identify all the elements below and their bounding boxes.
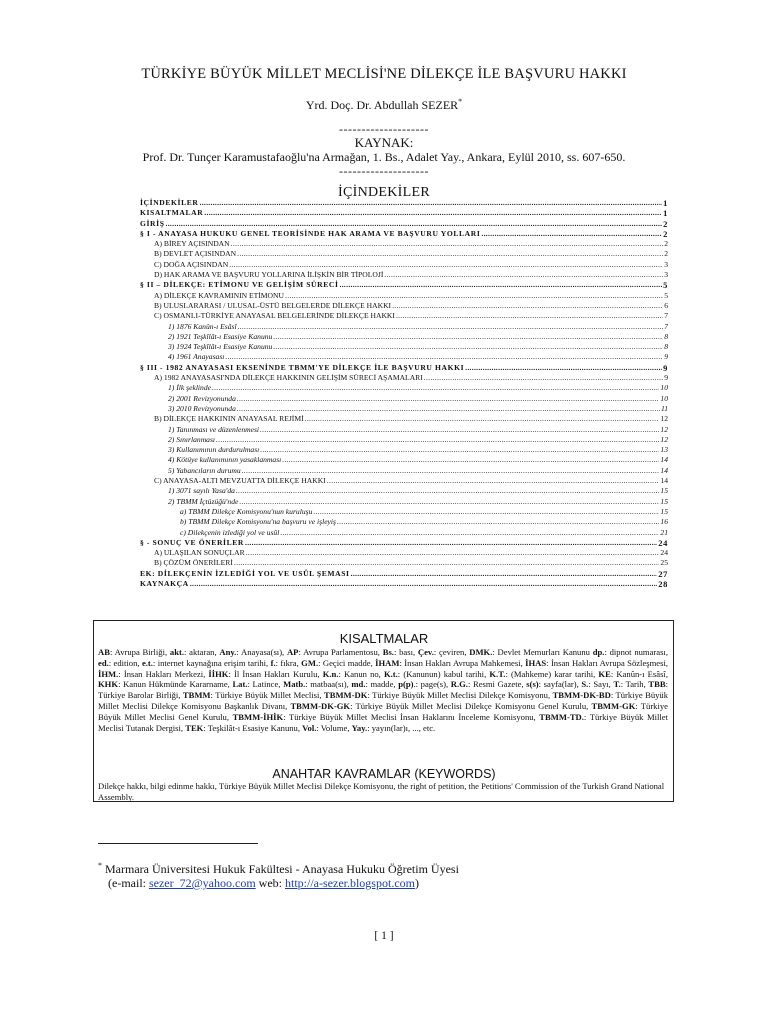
toc-entry-page: 2 <box>664 239 668 249</box>
abbr-value: : Türkiye Barolar Birliği, <box>98 679 668 701</box>
source-label: KAYNAK: <box>354 135 414 150</box>
abbr-value: : Kanûn-ı Esâsî, <box>610 668 668 679</box>
abbr-key: TBMM-GK <box>591 700 636 711</box>
toc-dot-leader <box>239 497 659 507</box>
abbr-value: : İnsan Hakları Avrupa Sözleşmesi, <box>546 657 668 668</box>
toc-dot-leader <box>351 569 658 579</box>
toc-entry-title: 2) TBMM İçtüzüğü'nde <box>168 496 239 506</box>
toc-dot-leader <box>242 466 660 476</box>
footnote-mark: * <box>98 861 102 870</box>
abbr-key: T. <box>613 679 621 690</box>
toc-entry[interactable] <box>140 404 668 414</box>
abbreviations-text <box>98 647 668 733</box>
abbr-value: : sayfa(lar), <box>538 679 582 690</box>
abbr-key: İHAS <box>525 657 547 668</box>
abbr-key: K.n. <box>322 668 339 679</box>
abbr-key: R.G. <box>450 679 468 690</box>
toc-entry-title: 2) 1921 Teşkîlât-ı Esasiye Kanunu <box>168 331 273 341</box>
abbr-value: : çeviren, <box>433 647 470 657</box>
toc-entry[interactable] <box>140 507 668 517</box>
toc-entry[interactable] <box>140 270 668 280</box>
toc-entry[interactable] <box>140 486 668 496</box>
keywords-text: Dilekçe hakkı, bilgi edinme hakkı, Türkiye Büyük Millet Meclisi Dilekçe Komisyonu, the right of petition, the Petitions' Commission of the Turkish Grand National Assembly. <box>98 781 665 802</box>
abbr-key: İHAM <box>375 657 400 668</box>
toc-entry-page: 24 <box>660 548 668 558</box>
toc-entry[interactable] <box>140 455 668 465</box>
abbr-value: : Türkiye Büyük Millet Meclisi İnsan Haklarını İnceleme Komisyonu, <box>283 711 540 722</box>
toc-entry-page: 14 <box>660 465 668 475</box>
toc-entry-title: C) ANAYASA-ALTI MEVZUATTA DİLEKÇE HAKKI <box>154 476 326 486</box>
abbr-key: S. <box>581 679 589 690</box>
toc-dot-leader <box>200 198 663 208</box>
abbr-value: : dipnot numarası, <box>604 647 668 657</box>
toc-entry-title: İÇİNDEKİLER <box>140 198 199 207</box>
toc-entry-title: 3) 2010 Revizyonunda <box>168 403 236 413</box>
contact-suffix: ) <box>414 876 419 890</box>
footnote-contact <box>108 876 419 891</box>
toc-dot-leader <box>282 455 659 465</box>
toc-dot-leader <box>204 208 662 218</box>
toc-entry[interactable] <box>140 435 668 445</box>
toc-entry-page: 8 <box>664 331 668 341</box>
toc-entry[interactable] <box>140 425 668 435</box>
toc-entry[interactable] <box>140 291 668 301</box>
abbr-value: .: page(s), <box>413 679 451 690</box>
toc-entry[interactable] <box>140 466 668 476</box>
toc-entry-title: § - SONUÇ VE ÖNERİLER <box>140 537 245 547</box>
web-link[interactable]: http://a-sezer.blogspot.com <box>285 876 415 890</box>
abbr-value: : Türkiye Büyük Millet Meclisi, <box>210 690 324 701</box>
toc-entry-page: 15 <box>660 496 668 506</box>
toc-entry[interactable] <box>140 280 668 290</box>
keywords-title: ANAHTAR KAVRAMLAR (KEYWORDS) <box>272 767 496 781</box>
contact-mid: web: <box>255 876 285 890</box>
abbr-value: : Türkiye Büyük Millet Meclisi Genel Kurulu, <box>98 700 668 722</box>
toc-dot-leader <box>166 219 663 229</box>
abbr-key: s(s) <box>526 679 539 690</box>
abbr-value: : Kanun no, <box>338 668 384 679</box>
toc-dot-leader <box>327 476 660 486</box>
abbr-value: : bası, <box>393 647 418 657</box>
abbr-key: Lat. <box>232 679 248 690</box>
abbr-value: : Türkiye Büyük Millet Meclisi Dilekçe Komisyonu Genel Kurulu, <box>350 700 592 711</box>
toc-entry-page: 16 <box>660 517 668 527</box>
abbr-key: Matb. <box>283 679 306 690</box>
toc-entry-title: 3) 1924 Teşkîlât-ı Esasiye Kanunu <box>168 342 273 352</box>
toc-entry[interactable] <box>140 394 668 404</box>
toc-entry-page: 12 <box>660 434 668 444</box>
abbr-key: KHK <box>98 679 119 690</box>
abbr-value: : aktaran, <box>184 647 220 657</box>
toc-dot-leader <box>396 311 663 321</box>
toc-entry-page: 14 <box>660 476 668 486</box>
author-name: Yrd. Doç. Dr. Abdullah SEZER <box>305 98 459 112</box>
toc-dot-leader <box>190 579 657 589</box>
abbr-key: Yay. <box>351 722 368 733</box>
abbr-key: İİHK <box>208 668 229 679</box>
abbr-key: akt. <box>169 647 184 657</box>
toc-entry[interactable] <box>140 342 668 352</box>
abbr-value: : matbaa(sı), <box>305 679 352 690</box>
toc-entry-title: 1) 3071 sayılı Yasa'da <box>168 486 235 496</box>
contact-prefix: (e-mail: <box>108 876 149 890</box>
toc-dot-leader <box>231 239 664 249</box>
toc-dot-leader <box>238 322 664 332</box>
abbr-value: : Devlet Memurları Kanunu <box>492 647 593 657</box>
toc-entry-page: 13 <box>660 445 668 455</box>
abbr-key: TBMM <box>182 690 211 701</box>
toc-entry-title: EK: DİLEKÇENİN İZLEDİĞİ YOL VE USÛL ŞEMASI <box>140 568 350 578</box>
toc-entry-page: 25 <box>660 558 668 568</box>
toc-dot-leader <box>234 558 660 568</box>
toc-entry-page: 5 <box>663 280 668 291</box>
abbr-key: dp. <box>592 647 605 657</box>
abbr-value: : Avrupa Parlamentosu, <box>298 647 383 657</box>
abbr-key: TBMM-DK <box>323 690 368 701</box>
toc-dot-leader <box>337 517 659 527</box>
toc-entry-title: B) ULUSLARARASI / ULUSAL-ÜSTÜ BELGELERDE DİLEKÇE HAKKI <box>154 300 392 310</box>
abbr-key: md. <box>351 679 366 690</box>
abbr-key: K.t. <box>383 668 398 679</box>
toc-entry-page: 6 <box>664 300 668 310</box>
toc-entry-page: 7 <box>664 311 668 321</box>
abbr-key: e.t. <box>141 657 153 668</box>
toc-entry-title: KISALTMALAR <box>140 208 204 218</box>
toc-entry-title: 3) Kullanımının durdurulması <box>168 445 260 455</box>
abbr-value: : edition, <box>108 657 142 668</box>
toc-entry-title: 1) Tanınması ve düzenlenmesi <box>168 424 260 434</box>
toc-entry-title: c) Dilekçenin izlediği yol ve usûl <box>180 527 280 537</box>
toc-entry-page: 12 <box>660 414 668 424</box>
toc-entry-title: 4) 1961 Anayasası <box>168 352 225 362</box>
toc-dot-leader <box>384 270 663 280</box>
toc-entry-title: D) HAK ARAMA VE BAŞVURU YOLLARINA İLİŞKİN BİR TİPOLOJİ <box>154 270 384 280</box>
toc-dot-leader <box>229 260 663 270</box>
separator-bottom: -------------------- <box>339 164 429 178</box>
abbr-value: : İnsan Hakları Merkezi, <box>118 668 209 679</box>
toc-entry-title: C) DOĞA AÇISINDAN <box>154 259 229 269</box>
abbr-value: : Avrupa Birliği, <box>109 647 170 657</box>
footnote-line: Marmara Üniversitesi Hukuk Fakültesi - Anayasa Hukuku Öğretim Üyesi <box>105 862 459 876</box>
toc-entry-title: B) DİLEKÇE HAKKININ ANAYASAL REJİMİ <box>154 414 304 424</box>
abbr-value: : Sayı, <box>588 679 614 690</box>
toc-entry-page: 7 <box>664 321 668 331</box>
toc-dot-leader <box>237 394 660 404</box>
toc-dot-leader <box>313 507 659 517</box>
toc-dot-leader <box>246 548 660 558</box>
abbr-value: : Türkiye Büyük Millet Meclisi Tutanak Dergisi, <box>98 711 668 733</box>
toc-entry-page: 3 <box>664 259 668 269</box>
toc-dot-leader <box>340 280 663 290</box>
toc-entry[interactable] <box>140 476 668 486</box>
abbr-key: AP <box>286 647 299 657</box>
abbr-key: TBMM-İHİK <box>232 711 284 722</box>
abbr-value: : Geçici madde, <box>318 657 376 668</box>
toc-entry-page: 10 <box>660 393 668 403</box>
toc-entry[interactable] <box>140 352 668 362</box>
toc-dot-leader <box>236 486 659 496</box>
toc-entry-page: 1 <box>663 198 668 208</box>
toc-entry-title: 1) İlk şeklinde <box>168 383 212 393</box>
toc-entry-title: 4) Kötüye kullanımının yasaklanması <box>168 455 282 465</box>
toc-entry[interactable] <box>140 414 668 424</box>
abbr-value: : fıkra, <box>275 657 302 668</box>
toc-entry-page: 15 <box>660 486 668 496</box>
abbr-key: TBMM-DK-GK <box>290 700 351 711</box>
toc-dot-leader <box>424 373 663 383</box>
abbr-value: : Volume, <box>316 722 352 733</box>
abbr-value: : Türkiye Büyük Millet Meclisi Dilekçe Komisyonu, <box>367 690 553 701</box>
toc-entry-title: A) DİLEKÇE KAVRAMININ ETİMONU <box>154 290 284 300</box>
toc-entry-page: 9 <box>664 352 668 362</box>
toc-entry-title: b) TBMM Dilekçe Komisyonu'na başvuru ve işleyiş <box>180 517 336 527</box>
toc-entry-title: B) ÇÖZÜM ÖNERİLERİ <box>154 558 233 568</box>
toc-entry[interactable] <box>140 229 668 239</box>
toc-entry[interactable] <box>140 260 668 270</box>
toc-dot-leader <box>465 363 662 373</box>
footnote-marker[interactable]: * <box>458 97 463 106</box>
toc-entry[interactable] <box>140 373 668 383</box>
toc-entry-title: C) OSMANLI-TÜRKİYE ANAYASAL BELGELERİNDE DİLEKÇE HAKKI <box>154 311 395 321</box>
page-number: [ 1 ] <box>374 930 394 942</box>
email-link[interactable]: sezer_72@yahoo.com <box>148 876 256 890</box>
toc-entry-title: 2) 2001 Revizyonunda <box>168 393 236 403</box>
toc-dot-leader <box>285 291 663 301</box>
toc-entry-page: 15 <box>660 506 668 516</box>
toc-entry[interactable] <box>140 198 668 208</box>
separator-top: -------------------- <box>339 122 429 136</box>
toc-entry-title: 5) Yabancıların durumu <box>168 465 241 475</box>
toc-dot-leader <box>280 528 659 538</box>
toc-entry-page: 2 <box>664 249 668 259</box>
toc-entry[interactable] <box>140 208 668 218</box>
toc-dot-leader <box>225 352 663 362</box>
abbr-value: : yayın(lar)ı, ..., etc. <box>367 722 436 733</box>
toc-entry-page: 2 <box>663 218 668 229</box>
abbr-value: : İl İnsan Hakları Kurulu, <box>228 668 323 679</box>
footnote-affiliation <box>98 861 459 877</box>
toc-entry-page: 27 <box>658 568 668 579</box>
toc-dot-leader <box>237 249 663 259</box>
toc-entry-title: A) 1982 ANAYASASI'NDA DİLEKÇE HAKKININ GELİŞİM SÜRECİ AŞAMALARI <box>154 373 423 383</box>
toc-entry[interactable] <box>140 219 668 229</box>
abbr-key: AB <box>98 647 110 657</box>
toc-entry[interactable] <box>140 322 668 332</box>
abbr-value: : Türkiye Büyük Millet Meclisi Dilekçe Komisyonu Başkanlık Divanı, <box>98 690 669 711</box>
toc-entry-page: 5 <box>664 290 668 300</box>
table-of-contents <box>140 198 668 589</box>
toc-entry[interactable] <box>140 383 668 393</box>
abbr-value: : Tarih, <box>620 679 649 690</box>
toc-entry[interactable] <box>140 363 668 373</box>
toc-entry-page: 3 <box>664 270 668 280</box>
toc-entry[interactable] <box>140 311 668 321</box>
toc-entry-page: 11 <box>660 403 668 413</box>
toc-dot-leader <box>392 301 663 311</box>
toc-entry[interactable] <box>140 517 668 527</box>
author-line <box>0 97 768 113</box>
toc-entry[interactable] <box>140 332 668 342</box>
toc-dot-leader <box>260 445 659 455</box>
toc-entry-page: 1 <box>663 208 668 219</box>
toc-entry-title: a) TBMM Dilekçe Komisyonu'nun kuruluşu <box>180 506 313 516</box>
toc-dot-leader <box>260 425 659 435</box>
toc-dot-leader <box>273 342 663 352</box>
abbr-key: p(p) <box>398 679 414 690</box>
toc-dot-leader <box>212 383 659 393</box>
abbr-key: K.T. <box>489 668 506 679</box>
toc-entry-title: 2) Sınırlanması <box>168 434 216 444</box>
toc-dot-leader <box>237 404 660 414</box>
abbr-value: : Resmi Gazete, <box>467 679 527 690</box>
toc-entry-page: 9 <box>663 362 668 373</box>
abbr-key: Any. <box>219 647 237 657</box>
toc-dot-leader <box>273 332 663 342</box>
toc-entry[interactable] <box>140 538 668 548</box>
toc-entry-title: 1) 1876 Kanûn-ı Esâsî <box>168 321 237 331</box>
toc-entry-page: 24 <box>658 537 668 548</box>
toc-entry[interactable] <box>140 548 668 558</box>
abbreviations-title: KISALTMALAR <box>339 631 429 646</box>
toc-entry[interactable] <box>140 445 668 455</box>
toc-entry-title: § I - ANAYASA HUKUKU GENEL TEORİSİNDE HAK ARAMA VE BAŞVURU YOLLARI <box>140 228 481 238</box>
toc-entry-title: A) ULAŞILAN SONUÇLAR <box>154 548 245 558</box>
abbr-key: Bs. <box>382 647 394 657</box>
document-title: TÜRKİYE BÜYÜK MİLLET MECLİSİ'NE DİLEKÇE İLE BAŞVURU HAKKI <box>141 66 627 82</box>
toc-entry[interactable] <box>140 249 668 259</box>
toc-dot-leader <box>481 229 662 239</box>
abbr-value: : Teşkilât-ı Esasiye Kanunu, <box>203 722 303 733</box>
abbr-value: : (Mahkeme) karar tarihi, <box>505 668 599 679</box>
abbr-key: GM. <box>301 657 319 668</box>
abbr-key: TEK <box>185 722 204 733</box>
source-text: Prof. Dr. Tunçer Karamustafaoğlu'na Armağan, 1. Bs., Adalet Yay., Ankara, Eylül 2010, ss. 607-650. <box>142 150 626 164</box>
toc-entry-page: 10 <box>660 383 668 393</box>
toc-entry-page: 2 <box>663 228 668 239</box>
toc-entry[interactable] <box>140 497 668 507</box>
abbr-value: : Kanun Hükmünde Kararname, <box>118 679 233 690</box>
toc-entry[interactable] <box>140 569 668 579</box>
toc-entry-title: B) DEVLET AÇISINDAN <box>154 249 237 259</box>
toc-entry-page: 12 <box>660 424 668 434</box>
abbr-key: İHM. <box>98 668 119 679</box>
abbr-key: Vol. <box>302 722 317 733</box>
toc-entry-title: KAYNAKÇA <box>140 578 189 588</box>
toc-dot-leader <box>245 538 657 548</box>
toc-entry-page: 21 <box>660 527 668 537</box>
abbr-key: TBMM-DK-BD <box>552 690 611 701</box>
abbr-key: TBB <box>648 679 666 690</box>
abbr-value: : İnsan Hakları Avrupa Mahkemesi, <box>399 657 526 668</box>
toc-entry[interactable] <box>140 579 668 589</box>
toc-entry-page: 8 <box>664 342 668 352</box>
abbr-value: : (Kanunun) kabul tarihi, <box>397 668 490 679</box>
toc-entry[interactable] <box>140 239 668 249</box>
abbr-value: : madde, <box>365 679 399 690</box>
abbr-key: ed. <box>98 657 109 668</box>
toc-heading: İÇİNDEKİLER <box>338 185 430 200</box>
toc-dot-leader <box>305 414 660 424</box>
toc-entry[interactable] <box>140 528 668 538</box>
toc-entry-page: 9 <box>664 373 668 383</box>
footnote-divider <box>98 843 258 844</box>
toc-entry-title: A) BİREY AÇISINDAN <box>154 239 230 249</box>
toc-entry-page: 28 <box>658 578 668 589</box>
abbr-key: TBMM-TD. <box>539 711 584 722</box>
toc-entry-title: GİRİŞ <box>140 218 165 228</box>
toc-entry[interactable] <box>140 558 668 568</box>
abbr-key: DMK. <box>469 647 493 657</box>
abbr-key: f. <box>270 657 276 668</box>
abbr-value: : Latince, <box>247 679 284 690</box>
abbr-key: KE <box>598 668 611 679</box>
toc-entry-title: § II – DİLEKÇE: ETİMONU VE GELİŞİM SÜRECİ <box>140 280 339 290</box>
abbr-key: Çev. <box>417 647 434 657</box>
abbr-value: : internet kaynağına erişim tarihi, <box>152 657 271 668</box>
toc-entry[interactable] <box>140 301 668 311</box>
toc-entry-page: 14 <box>660 455 668 465</box>
abbr-value: : Anayasa(sı), <box>236 647 287 657</box>
toc-entry-title: § III - 1982 ANAYASASI EKSENİNDE TBMM'YE DİLEKÇE İLE BAŞVURU HAKKI <box>140 362 465 372</box>
toc-dot-leader <box>216 435 659 445</box>
